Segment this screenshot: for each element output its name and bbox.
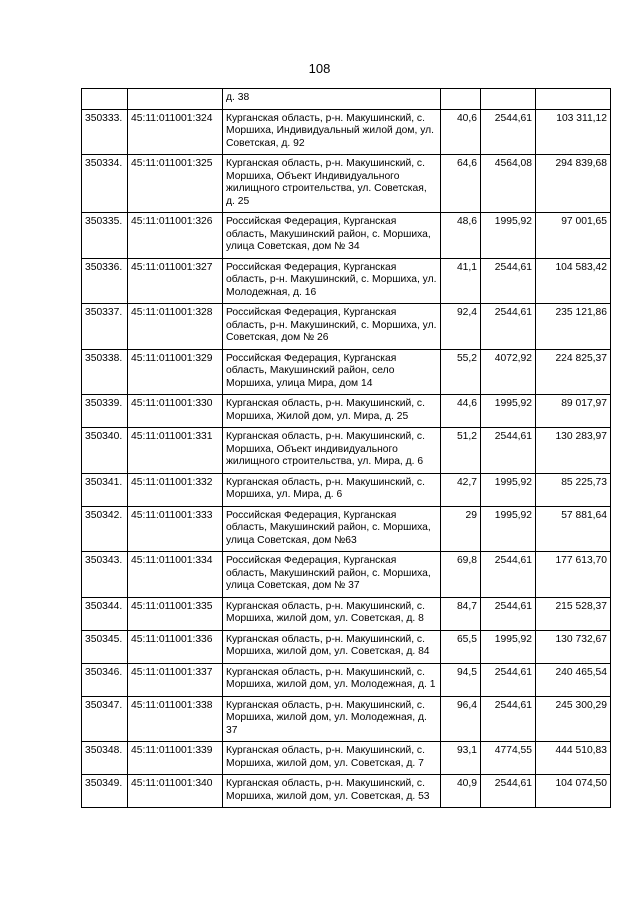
area-cell: 55,2 xyxy=(441,349,481,395)
specific-value-cell: 1995,92 xyxy=(481,213,536,259)
cadastral-value-cell: 97 001,65 xyxy=(536,213,611,259)
area-cell: 41,1 xyxy=(441,258,481,304)
area-cell: 29 xyxy=(441,506,481,552)
row-number-cell: 350339. xyxy=(82,395,128,428)
address-cell: Российская Федерация, Курганская область, Макушинский район, с. Моршиха, улица Советская, дом №63 xyxy=(223,506,441,552)
address-cell: Российская Федерация, Курганская область, р-н. Макушинский, с. Моршиха, ул. Молодежная, д. 16 xyxy=(223,258,441,304)
address-cell: Курганская область, р-н. Макушинский, с. Моршиха, Объект индивидуального жилищного строительства, ул. Мира, д. 6 xyxy=(223,428,441,474)
row-number-cell: 350349. xyxy=(82,775,128,808)
specific-value-cell: 1995,92 xyxy=(481,473,536,506)
table-row xyxy=(82,630,611,663)
cadastral-number-cell: 45:11:011001:335 xyxy=(128,597,223,630)
table-row xyxy=(82,742,611,775)
row-number-cell: 350334. xyxy=(82,155,128,213)
area-cell: 92,4 xyxy=(441,304,481,350)
row-number-cell: 350338. xyxy=(82,349,128,395)
table-row xyxy=(82,349,611,395)
cadastral-value-cell: 104 074,50 xyxy=(536,775,611,808)
cadastral-number-cell xyxy=(128,89,223,110)
row-number-cell: 350343. xyxy=(82,552,128,598)
cadastral-value-cell: 177 613,70 xyxy=(536,552,611,598)
specific-value-cell: 2544,61 xyxy=(481,258,536,304)
cadastral-value-cell: 444 510,83 xyxy=(536,742,611,775)
specific-value-cell: 2544,61 xyxy=(481,696,536,742)
table-row xyxy=(82,696,611,742)
row-number-cell: 350345. xyxy=(82,630,128,663)
cadastral-number-cell: 45:11:011001:329 xyxy=(128,349,223,395)
specific-value-cell: 2544,61 xyxy=(481,109,536,155)
specific-value-cell: 4072,92 xyxy=(481,349,536,395)
address-cell: Курганская область, р-н. Макушинский, с. Моршиха, жилой дом, ул. Советская, д. 8 xyxy=(223,597,441,630)
table-row xyxy=(82,89,611,110)
area-cell: 40,6 xyxy=(441,109,481,155)
page-number: 108 xyxy=(308,61,331,76)
area-cell: 93,1 xyxy=(441,742,481,775)
table-row xyxy=(82,109,611,155)
area-cell: 48,6 xyxy=(441,213,481,259)
specific-value-cell: 2544,61 xyxy=(481,775,536,808)
cadastral-value-table xyxy=(81,88,611,808)
address-cell: Курганская область, р-н. Макушинский, с. Моршиха, Жилой дом, ул. Мира, д. 25 xyxy=(223,395,441,428)
table-body xyxy=(82,89,611,808)
address-cell: Российская Федерация, Курганская область, Макушинский район, с. Моршиха, улица Советская, дом № 34 xyxy=(223,213,441,259)
area-cell: 69,8 xyxy=(441,552,481,598)
table-row xyxy=(82,775,611,808)
cadastral-value-cell: 130 732,67 xyxy=(536,630,611,663)
area-cell: 51,2 xyxy=(441,428,481,474)
cadastral-value-cell: 89 017,97 xyxy=(536,395,611,428)
specific-value-cell: 2544,61 xyxy=(481,428,536,474)
address-cell: Курганская область, р-н. Макушинский, с. Моршиха, Объект Индивидуального жилищного строительства, ул. Советская, д. 25 xyxy=(223,155,441,213)
table-row xyxy=(82,428,611,474)
cadastral-number-cell: 45:11:011001:328 xyxy=(128,304,223,350)
row-number-cell: 350336. xyxy=(82,258,128,304)
area-cell: 94,5 xyxy=(441,663,481,696)
cadastral-value-cell xyxy=(536,89,611,110)
cadastral-value-cell: 103 311,12 xyxy=(536,109,611,155)
address-cell: Курганская область, р-н. Макушинский, с. Моршиха, жилой дом, ул. Советская, д. 7 xyxy=(223,742,441,775)
cadastral-value-cell: 245 300,29 xyxy=(536,696,611,742)
row-number-cell: 350341. xyxy=(82,473,128,506)
cadastral-number-cell: 45:11:011001:332 xyxy=(128,473,223,506)
cadastral-number-cell: 45:11:011001:334 xyxy=(128,552,223,598)
row-number-cell: 350344. xyxy=(82,597,128,630)
area-cell xyxy=(441,89,481,110)
specific-value-cell: 2544,61 xyxy=(481,304,536,350)
area-cell: 40,9 xyxy=(441,775,481,808)
cadastral-value-cell: 57 881,64 xyxy=(536,506,611,552)
row-number-cell: 350346. xyxy=(82,663,128,696)
cadastral-number-cell: 45:11:011001:340 xyxy=(128,775,223,808)
specific-value-cell: 1995,92 xyxy=(481,630,536,663)
cadastral-number-cell: 45:11:011001:326 xyxy=(128,213,223,259)
table-row xyxy=(82,663,611,696)
table-row xyxy=(82,213,611,259)
table-row xyxy=(82,506,611,552)
cadastral-number-cell: 45:11:011001:338 xyxy=(128,696,223,742)
cadastral-number-cell: 45:11:011001:333 xyxy=(128,506,223,552)
specific-value-cell: 2544,61 xyxy=(481,597,536,630)
row-number-cell: 350340. xyxy=(82,428,128,474)
cadastral-value-cell: 224 825,37 xyxy=(536,349,611,395)
specific-value-cell: 2544,61 xyxy=(481,552,536,598)
cadastral-value-cell: 85 225,73 xyxy=(536,473,611,506)
cadastral-value-cell: 130 283,97 xyxy=(536,428,611,474)
table-row xyxy=(82,597,611,630)
table-row xyxy=(82,155,611,213)
cadastral-value-cell: 240 465,54 xyxy=(536,663,611,696)
specific-value-cell: 2544,61 xyxy=(481,663,536,696)
row-number-cell xyxy=(82,89,128,110)
specific-value-cell: 1995,92 xyxy=(481,395,536,428)
specific-value-cell xyxy=(481,89,536,110)
cadastral-value-cell: 235 121,86 xyxy=(536,304,611,350)
area-cell: 65,5 xyxy=(441,630,481,663)
row-number-cell: 350337. xyxy=(82,304,128,350)
area-cell: 64,6 xyxy=(441,155,481,213)
cadastral-value-cell: 215 528,37 xyxy=(536,597,611,630)
cadastral-value-cell: 104 583,42 xyxy=(536,258,611,304)
address-cell: Курганская область, р-н. Макушинский, с. Моршиха, жилой дом, ул. Молодежная, д. 1 xyxy=(223,663,441,696)
address-cell: Курганская область, р-н. Макушинский, с. Моршиха, ул. Мира, д. 6 xyxy=(223,473,441,506)
table-row xyxy=(82,304,611,350)
address-cell: Курганская область, р-н. Макушинский, с. Моршиха, жилой дом, ул. Молодежная, д. 37 xyxy=(223,696,441,742)
cadastral-number-cell: 45:11:011001:337 xyxy=(128,663,223,696)
cadastral-number-cell: 45:11:011001:330 xyxy=(128,395,223,428)
address-cell: Курганская область, р-н. Макушинский, с. Моршиха, жилой дом, ул. Советская, д. 53 xyxy=(223,775,441,808)
area-cell: 44,6 xyxy=(441,395,481,428)
row-number-cell: 350347. xyxy=(82,696,128,742)
row-number-cell: 350348. xyxy=(82,742,128,775)
area-cell: 84,7 xyxy=(441,597,481,630)
table-row xyxy=(82,473,611,506)
address-cell: Курганская область, р-н. Макушинский, с. Моршиха, Индивидуальный жилой дом, ул. Советская, д. 92 xyxy=(223,109,441,155)
specific-value-cell: 4774,55 xyxy=(481,742,536,775)
address-cell: Курганская область, р-н. Макушинский, с. Моршиха, жилой дом, ул. Советская, д. 84 xyxy=(223,630,441,663)
cadastral-number-cell: 45:11:011001:327 xyxy=(128,258,223,304)
cadastral-number-cell: 45:11:011001:325 xyxy=(128,155,223,213)
row-number-cell: 350333. xyxy=(82,109,128,155)
area-cell: 42,7 xyxy=(441,473,481,506)
row-number-cell: 350335. xyxy=(82,213,128,259)
address-cell: Российская Федерация, Курганская область, Макушинский район, с. Моршиха, улица Советская, дом № 37 xyxy=(223,552,441,598)
specific-value-cell: 4564,08 xyxy=(481,155,536,213)
table-row xyxy=(82,258,611,304)
address-cell: д. 38 xyxy=(223,89,441,110)
address-cell: Российская Федерация, Курганская область, Макушинский район, село Моршиха, улица Мира, дом 14 xyxy=(223,349,441,395)
area-cell: 96,4 xyxy=(441,696,481,742)
cadastral-number-cell: 45:11:011001:324 xyxy=(128,109,223,155)
table-row xyxy=(82,395,611,428)
cadastral-number-cell: 45:11:011001:331 xyxy=(128,428,223,474)
cadastral-number-cell: 45:11:011001:336 xyxy=(128,630,223,663)
address-cell: Российская Федерация, Курганская область, р-н. Макушинский, с. Моршиха, ул. Советская, дом № 26 xyxy=(223,304,441,350)
cadastral-value-cell: 294 839,68 xyxy=(536,155,611,213)
table-row xyxy=(82,552,611,598)
cadastral-number-cell: 45:11:011001:339 xyxy=(128,742,223,775)
specific-value-cell: 1995,92 xyxy=(481,506,536,552)
row-number-cell: 350342. xyxy=(82,506,128,552)
